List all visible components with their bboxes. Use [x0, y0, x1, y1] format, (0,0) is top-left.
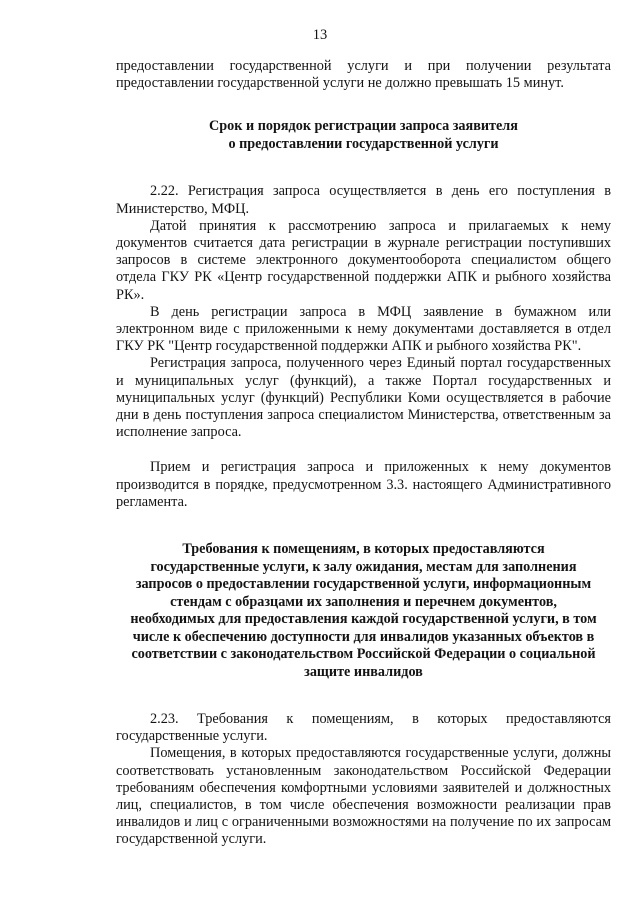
heading-line: государственные услуги, к залу ожидания, местам для заполнения	[150, 558, 577, 575]
heading-line: числе к обеспечению доступности для инвалидов указанных объектов в	[132, 628, 595, 645]
paragraph-premises-requirements: Помещения, в которых предоставляются государственные услуги, должны соответствовать установленным законодательством Российской Федерации требованиям обеспечения комфортными условиями заявителей и должностных лиц, специалистов, в том числе обеспечения возможности реализации прав инвалидов и лиц с ограниченными возможностями на получение по их запросам государственной услуги.	[116, 745, 611, 848]
heading-line: Требования к помещениям, в которых предоставляются	[182, 541, 545, 558]
document-body	[116, 58, 611, 849]
heading-line: запросов о предоставлении государственной услуги, информационным	[135, 576, 592, 593]
paragraph-portal-registration: Регистрация запроса, полученного через Единый портал государственных и муниципальных услуг (функций), а также Портал государственных и муниципальных услуг (функций) Республики Коми осуществляется в рабочие дни в день поступления запроса специалистом Министерства, ответственным за исполнение запроса.	[116, 355, 611, 441]
heading-line: соответствии с законодательством Российской Федерации о социальной	[131, 646, 596, 663]
heading-line: о предоставлении государственной услуги	[228, 135, 499, 152]
paragraph-continuation: предоставлении государственной услуги и при получении результата предоставлении государственной услуги не должно превышать 15 минут.	[116, 58, 611, 92]
heading-line: стендам с образцами их заполнения и перечнем документов,	[170, 593, 557, 610]
paragraph-reception-order: Прием и регистрация запроса и приложенных к нему документов производится в порядке, предусмотренном 3.3. настоящего Административного регламента.	[116, 459, 611, 510]
page-number: 13	[312, 27, 328, 43]
heading-line: необходимых для предоставления каждой государственной услуги, в том	[130, 611, 597, 628]
paragraph-acceptance-date: Датой принятия к рассмотрению запроса и прилагаемых к нему документов считается дата регистрации в журнале регистрации поступивших запросов в системе электронного документооборота специалистом общего отдела ГКУ РК «Центр государственной поддержки АПК и рыбного хозяйства РК».	[116, 217, 611, 303]
paragraph-2-23: 2.23. Требования к помещениям, в которых предоставляются государственные услуги.	[116, 711, 611, 745]
section-heading-premises	[116, 541, 611, 681]
heading-line: защите инвалидов	[304, 663, 423, 680]
heading-line: Срок и порядок регистрации запроса заявителя	[209, 118, 518, 135]
paragraph-2-22: 2.22. Регистрация запроса осуществляется в день его поступления в Министерство, МФЦ.	[116, 183, 611, 217]
section-heading-registration	[116, 118, 611, 153]
paragraph-mfc-registration: В день регистрации запроса в МФЦ заявление в бумажном или электронном виде с приложенными к нему документами доставляется в отдел ГКУ РК "Центр государственной поддержки АПК и рыбного хозяйства РК".	[116, 303, 611, 355]
